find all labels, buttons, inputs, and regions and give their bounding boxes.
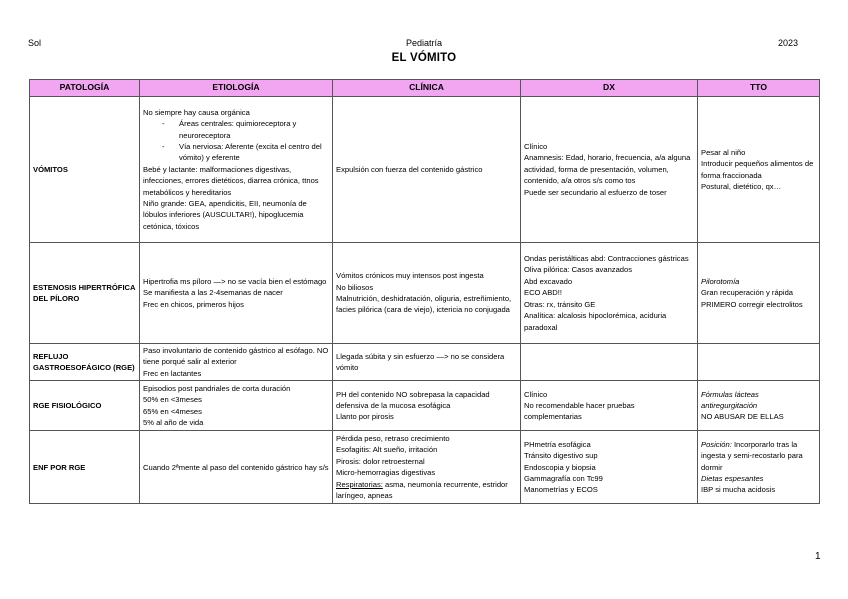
header-subject: Pediatría bbox=[405, 38, 443, 48]
cell-dx bbox=[521, 344, 698, 381]
etiologia-line: 65% en <4meses bbox=[143, 406, 202, 416]
dx-line: Gammagrafía con Tc99 bbox=[524, 473, 603, 483]
table-row bbox=[30, 344, 820, 381]
cell-tto bbox=[698, 381, 820, 431]
dx-line: Ondas peristálticas abd: Contracciones gástricas bbox=[524, 254, 689, 264]
column-header-dx: DX bbox=[521, 80, 698, 97]
dx-line: Puede ser secundario al esfuerzo de toser bbox=[524, 187, 667, 197]
dx-line: Analítica: alcalosis hipoclorémica, aciduria paradoxal bbox=[524, 311, 667, 332]
clinica-line bbox=[336, 479, 517, 502]
cell-patologia: RGE FISIOLÓGICO bbox=[30, 381, 140, 431]
etiologia-bullet: - Áreas centrales: quimioreceptora y neuroreceptora bbox=[179, 118, 329, 141]
dx-line: Tránsito digestivo sup bbox=[524, 451, 598, 461]
table-row bbox=[30, 431, 820, 504]
etiologia-line: Hipertrofia ms píloro —> no se vacía bien el estómago bbox=[143, 276, 327, 286]
etiologia-line: No siempre hay causa orgánica bbox=[143, 107, 250, 117]
table-row bbox=[30, 243, 820, 344]
tto-line: Postural, dietético, qx… bbox=[701, 181, 782, 191]
clinica-line: Llanto por pirosis bbox=[336, 412, 394, 422]
cell-patologia: ESTENOSIS HIPERTRÓFICA DEL PÍLORO bbox=[30, 243, 140, 344]
cell-clinica bbox=[333, 381, 521, 431]
cell-clinica bbox=[333, 97, 521, 243]
column-header-clinica: CLÍNICA bbox=[333, 80, 521, 97]
header-year: 2023 bbox=[778, 38, 799, 48]
cell-dx bbox=[521, 243, 698, 344]
cell-clinica bbox=[333, 243, 521, 344]
dx-line: Abd excavado bbox=[524, 276, 573, 286]
dx-line: Clínico bbox=[524, 141, 548, 151]
etiologia-line: Cuando 2ªmente al paso del contenido gástrico hay s/s bbox=[143, 462, 329, 472]
vomiting-table bbox=[29, 79, 820, 504]
cell-patologia: ENF POR RGE bbox=[30, 431, 140, 504]
cell-etiologia bbox=[140, 97, 333, 243]
posicion-text: Incorporarlo tras la ingesta y semi-recostarlo para dormir bbox=[701, 439, 803, 472]
respiratorias-label: Respiratorias: bbox=[336, 479, 383, 489]
etiologia-line: Frec en lactantes bbox=[143, 368, 202, 378]
clinica-line: Expulsión con fuerza del contenido gástrico bbox=[336, 164, 483, 174]
dx-line: Manometrías y ECOS bbox=[524, 485, 598, 495]
etiologia-line: Bebé y lactante: malformaciones digestivas, infecciones, errores dietéticos, diarrea crónica, ttnos metabólicos y hereditarios bbox=[143, 164, 319, 197]
dx-line: ECO ABD!! bbox=[524, 288, 562, 298]
document-title: EL VÓMITO bbox=[391, 52, 457, 64]
cell-patologia: REFLUJO GASTROESOFÁGICO (RGE) bbox=[30, 344, 140, 381]
dx-line: Oliva pilórica: Casos avanzados bbox=[524, 265, 633, 275]
dx-line: Clínico bbox=[524, 389, 548, 399]
clinica-line: Esofagitis: Alt sueño, irritación bbox=[336, 445, 438, 455]
table-row bbox=[30, 97, 820, 243]
tto-line: PRIMERO corregir electrolitos bbox=[701, 299, 803, 309]
tto-line: Dietas espesantes bbox=[701, 473, 764, 483]
clinica-line: Llegada súbita y sin esfuerzo —> no se considera vómito bbox=[336, 351, 505, 373]
clinica-line: Pirosis: dolor retroesternal bbox=[336, 456, 425, 466]
respiratorias-text: asma, neumonía recurrente, estridor laríngeo, apneas bbox=[336, 479, 508, 501]
cell-etiologia bbox=[140, 243, 333, 344]
cell-etiologia bbox=[140, 431, 333, 504]
etiologia-bullet: - Vía nerviosa: Aferente (excita el centro del vómito) y eferente bbox=[179, 141, 329, 164]
posicion-label: Posición: bbox=[701, 439, 732, 449]
page-number: 1 bbox=[815, 551, 821, 562]
header-author: Sol bbox=[28, 38, 42, 48]
etiologia-line: Episodios post pandriales de corta duración bbox=[143, 383, 291, 393]
tto-line: Fórmulas lácteas bbox=[701, 389, 759, 399]
clinica-line: Malnutrición, deshidratación, oliguria, estreñimiento, facies pilórica (cara de viejo), ictericia no conjugada bbox=[336, 294, 512, 315]
clinica-line: No biliosos bbox=[336, 282, 374, 292]
tto-line bbox=[701, 439, 816, 473]
clinica-line: Micro-hemorragias digestivas bbox=[336, 468, 436, 478]
column-header-etiologia: ETIOLOGÍA bbox=[140, 80, 333, 97]
etiologia-bullet-list bbox=[143, 118, 329, 164]
cell-tto bbox=[698, 97, 820, 243]
dx-line: Otras: rx, tránsito GE bbox=[524, 299, 596, 309]
cell-etiologia bbox=[140, 344, 333, 381]
cell-tto bbox=[698, 344, 820, 381]
column-header-patologia: PATOLOGÍA bbox=[30, 80, 140, 97]
etiologia-line: Paso involuntario de contenido gástrico al esófago. NO tiene porqué salir al exterior bbox=[143, 346, 329, 367]
cell-tto bbox=[698, 243, 820, 344]
etiologia-line: 5% al año de vida bbox=[143, 418, 204, 428]
etiologia-line: Niño grande: GEA, apendicitis, EII, neumonía de lóbulos inferiores (AUSCULTAR!), hipoglucemia cetónica, tóxicos bbox=[143, 199, 307, 231]
dx-line: Anamnesis: Edad, horario, frecuencia, a/a alguna actividad, forma de presentación, volumen, contenido, a/a otros s/s como tos bbox=[524, 153, 691, 186]
clinica-line: PH del contenido NO sobrepasa la capacidad defensiva de la mucosa esofágica bbox=[336, 389, 490, 411]
tto-line: IBP si mucha acidosis bbox=[701, 485, 776, 495]
tto-line: Pesar al niño bbox=[701, 147, 746, 157]
cell-clinica bbox=[333, 431, 521, 504]
cell-dx bbox=[521, 97, 698, 243]
dx-line: Endoscopia y biopsia bbox=[524, 462, 596, 472]
clinica-line: Vómitos crónicos muy intensos post ingesta bbox=[336, 271, 484, 281]
cell-tto bbox=[698, 431, 820, 504]
cell-etiologia bbox=[140, 381, 333, 431]
cell-dx bbox=[521, 381, 698, 431]
etiologia-line: Se manifiesta a las 2-4semanas de nacer bbox=[143, 288, 283, 298]
table-header-row bbox=[30, 80, 820, 97]
etiologia-line: Frec en chicos, primeros hijos bbox=[143, 299, 244, 309]
tto-line: NO ABUSAR DE ELLAS bbox=[701, 412, 784, 422]
dx-line: PHmetría esofágica bbox=[524, 439, 591, 449]
column-header-tto: TTO bbox=[698, 80, 820, 97]
cell-dx bbox=[521, 431, 698, 504]
etiologia-line: 50% en <3meses bbox=[143, 395, 202, 405]
dx-line: No recomendable hacer pruebas complementarias bbox=[524, 401, 635, 422]
tto-line: Introducir pequeños alimentos de forma fraccionada bbox=[701, 159, 814, 180]
clinica-line: Pérdida peso, retraso crecimiento bbox=[336, 434, 450, 443]
cell-clinica bbox=[333, 344, 521, 381]
tto-line: Gran recuperación y rápida bbox=[701, 288, 794, 298]
cell-patologia: VÓMITOS bbox=[30, 97, 140, 243]
tto-line: Pilorotomía bbox=[701, 276, 740, 286]
table-row bbox=[30, 381, 820, 431]
tto-line: antiregurgitación bbox=[701, 401, 758, 411]
